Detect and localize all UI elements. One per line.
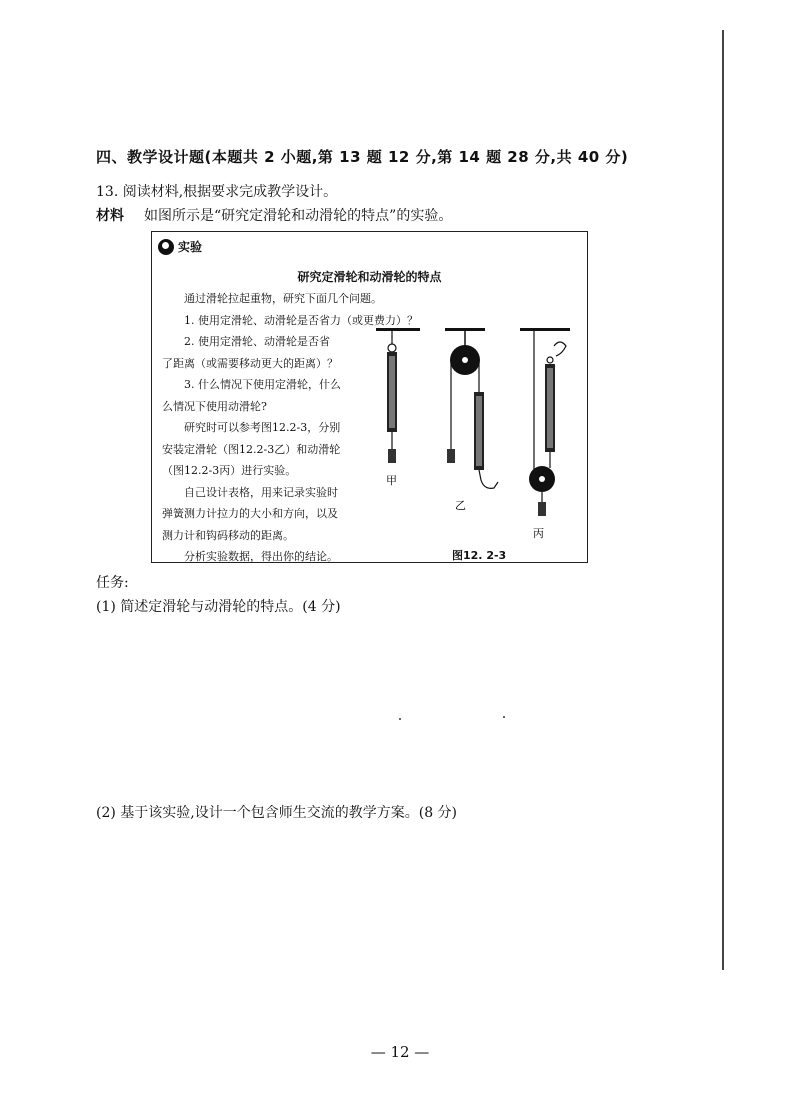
- experiment-header: [158, 238, 202, 255]
- experiment-icon: [158, 239, 174, 255]
- section-title: 四、教学设计题(本题共 2 小题,第 13 题 12 分,第 14 题 28 分,共 40 分): [96, 148, 629, 166]
- speck: [399, 718, 401, 720]
- question-13: 13. 阅读材料,根据要求完成教学设计。: [96, 184, 338, 200]
- experiment-line: 2. 使用定滑轮、动滑轮是否省: [162, 335, 330, 348]
- subquestion-1: (1) 简述定滑轮与动滑轮的特点。(4 分): [96, 599, 341, 615]
- figure-caption: 图12. 2-3: [452, 549, 507, 562]
- experiment-line: 了距离（或需要移动更大的距离）？: [162, 356, 338, 370]
- experiment-line: 研究时可以参考图12.2-3，分别: [162, 421, 341, 434]
- experiment-title: 研究定滑轮和动滑轮的特点: [297, 270, 442, 284]
- experiment-line: 弹簧测力计拉力的大小和方向，以及: [162, 507, 338, 520]
- subquestion-2: (2) 基于该实验,设计一个包含师生交流的教学方案。(8 分): [96, 805, 458, 821]
- experiment-line: 测力计和钩码移动的距离。: [162, 528, 294, 542]
- figure-label-b: 乙: [455, 499, 466, 512]
- page-edge-line: [722, 30, 724, 970]
- experiment-line: （图12.2-3丙）进行实验。: [162, 464, 297, 477]
- experiment-line: 1. 使用定滑轮、动滑轮是否省力（或更费力）？: [162, 313, 418, 327]
- material-line: [96, 205, 452, 225]
- experiment-text: [162, 288, 418, 568]
- experiment-line: 通过滑轮拉起重物，研究下面几个问题。: [162, 292, 382, 305]
- task-label: 任务:: [96, 575, 129, 591]
- figure-a-spring-scale: [376, 328, 420, 463]
- experiment-box: [151, 231, 588, 563]
- experiment-line: 自己设计表格，用来记录实验时: [162, 485, 338, 499]
- material-label: 材料: [96, 208, 124, 224]
- experiment-header-label: 实验: [178, 240, 203, 254]
- material-text: 如图所示是“研究定滑轮和动滑轮的特点”的实验。: [144, 208, 453, 224]
- experiment-line: 安装定滑轮（图12.2-3乙）和动滑轮: [162, 442, 341, 456]
- experiment-line: 3. 什么情况下使用定滑轮，什么: [162, 378, 341, 391]
- experiment-line: 么情况下使用动滑轮?: [162, 399, 267, 413]
- figure-label-a: 甲: [386, 474, 397, 487]
- figure-label-c: 丙: [533, 527, 544, 540]
- page-number: — 12 —: [370, 1043, 430, 1061]
- figure-c-movable-pulley: [520, 328, 570, 516]
- speck: [503, 716, 505, 718]
- pulley-figure: [370, 324, 585, 564]
- figure-b-fixed-pulley: [445, 328, 498, 488]
- experiment-line: 分析实验数据，得出你的结论。: [162, 550, 338, 563]
